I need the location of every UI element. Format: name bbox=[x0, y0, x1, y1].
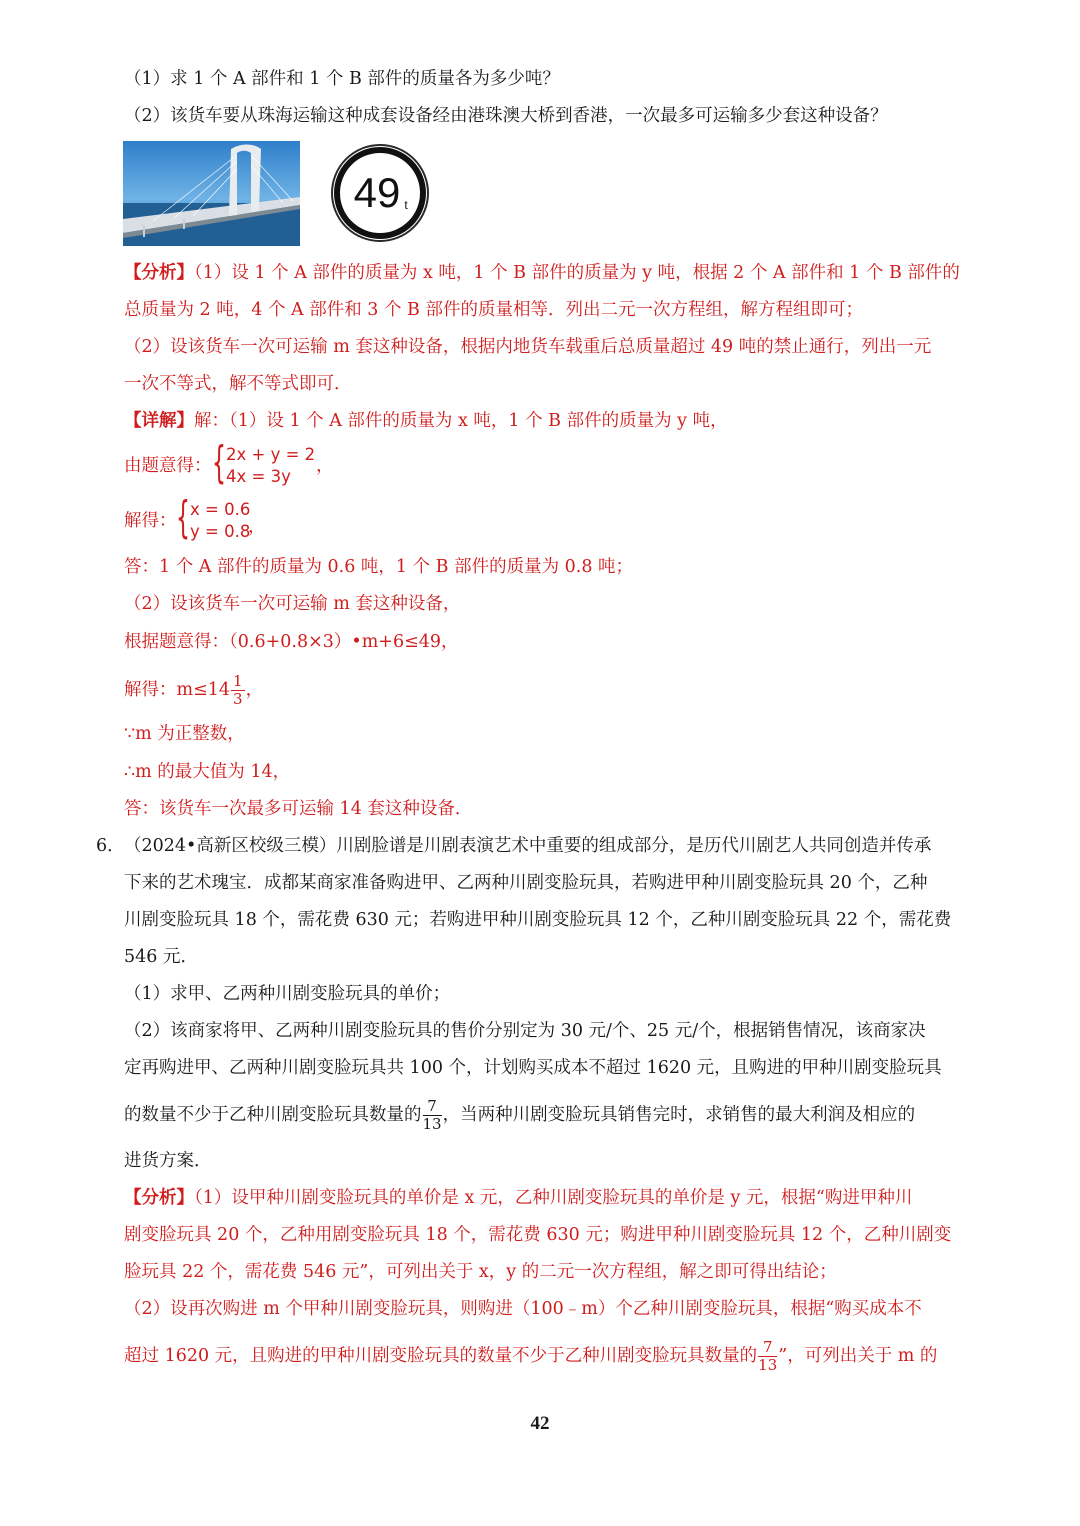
equation-system: 由题意得： { 2x + y = 2 4x = 3y ， bbox=[124, 437, 334, 488]
problem-6-line-5: （1）求甲、乙两种川剧变脸玩具的单价； bbox=[124, 984, 451, 1004]
detail-line-6: 根据题意得：（0.6+0.8×3）•m+6≤49， bbox=[124, 632, 459, 652]
detail-line-9: ∴m 的最大值为 14， bbox=[124, 762, 291, 782]
detail-line-8: ∵m 为正整数， bbox=[124, 724, 245, 744]
analysis-b-line-5: 超过 1620 元，且购进的甲种川剧变脸玩具的数量不少于乙种川剧变脸玩具数量的 $\frac{7}{13}$ ”，可列出关于 m 的 bbox=[124, 1338, 938, 1374]
question-part-1: （1）求 1 个 A 部件和 1 个 B 部件的质量各为多少吨？ bbox=[124, 69, 560, 89]
problem-6-line-4: 546 元． bbox=[124, 947, 198, 967]
problem-6-line-6: （2）该商家将甲、乙两种川剧变脸玩具的售价分别定为 30 元/个、25 元/个，根据销售情况，该商家决 bbox=[124, 1021, 926, 1041]
detail-line-1: 【详解】解：（1）设 1 个 A 部件的质量为 x 吨，1 个 B 部件的质量为 y 吨， bbox=[124, 411, 728, 431]
analysis-b-line-3: 脸玩具 22 个，需花费 546 元”，可列出关于 x，y 的二元一次方程组，解之即可得出结论； bbox=[124, 1262, 837, 1282]
analysis-b-line-2: 剧变脸玩具 20 个，乙种用剧变脸玩具 18 个，需花费 630 元；购进甲种川剧变脸玩具 12 个，乙种川剧变 bbox=[124, 1225, 952, 1245]
analysis-line-2: 总质量为 2 吨，4 个 A 部件和 3 个 B 部件的质量相等．列出二元一次方程组，解方程组即可； bbox=[124, 300, 863, 320]
detail-line-4: 答：1 个 A 部件的质量为 0.6 吨，1 个 B 部件的质量为 0.8 吨； bbox=[124, 557, 634, 577]
question-number: 6． bbox=[96, 836, 125, 856]
analysis-line-4: 一次不等式，解不等式即可． bbox=[124, 374, 352, 394]
analysis-line-1: 【分析】（1）设 1 个 A 部件的质量为 x 吨，1 个 B 部件的质量为 y 吨，根据 2 个 A 部件和 1 个 B 部件的 bbox=[124, 263, 960, 283]
problem-6-line-9: 进货方案． bbox=[124, 1151, 212, 1171]
analysis-b-line-4: （2）设再次购进 m 个甲种川剧变脸玩具，则购进（100﹣m）个乙种川剧变脸玩具，根据“购买成本不 bbox=[124, 1299, 922, 1319]
problem-6-line-3: 川剧变脸玩具 18 个，需花费 630 元；若购进甲种川剧变脸玩具 12 个，乙种川剧变脸玩具 22 个，需花费 bbox=[124, 910, 952, 930]
problem-6-line-2: 下来的艺术瑰宝．成都某商家准备购进甲、乙两种川剧变脸玩具，若购进甲种川剧变脸玩具 20 个，乙种 bbox=[124, 873, 928, 893]
detail-line-7: 解得：m≤14 $\frac{1}{3}$ ， bbox=[124, 672, 264, 708]
problem-6-line-8: 的数量不少于乙种川剧变脸玩具数量的 $\frac{7}{13}$ ，当两种川剧变脸玩具销售完时，求销售的最大利润及相应的 bbox=[124, 1097, 916, 1133]
question-part-2: （2）该货车要从珠海运输这种成套设备经由港珠澳大桥到香港，一次最多可运输多少套这种设备？ bbox=[124, 106, 888, 126]
solution-system: 解得： { x = 0.6 y = 0.8 ， bbox=[124, 492, 266, 543]
detail-line-10: 答：该货车一次最多可运输 14 套这种设备． bbox=[124, 799, 473, 819]
detail-line-5: （2）设该货车一次可运输 m 套这种设备， bbox=[124, 594, 461, 614]
analysis-b-line-1: 【分析】（1）设甲种川剧变脸玩具的单价是 x 元，乙种川剧变脸玩具的单价是 y 元，根据“购进甲种川 bbox=[124, 1188, 913, 1208]
problem-6-line-7: 定再购进甲、乙两种川剧变脸玩具共 100 个，计划购买成本不超过 1620 元，且购进的甲种川剧变脸玩具 bbox=[124, 1058, 942, 1078]
page-number: 42 bbox=[530, 1413, 550, 1434]
analysis-line-3: （2）设该货车一次可运输 m 套这种设备，根据内地货车载重后总质量超过 49 吨的禁止通行，列出一元 bbox=[124, 337, 932, 357]
problem-6-line-1: （2024•高新区校级三模）川剧脸谱是川剧表演艺术中重要的组成部分，是历代川剧艺人共同创造并传承 bbox=[124, 836, 932, 856]
svg-text:49: 49 bbox=[353, 169, 401, 216]
weight-limit-sign bbox=[330, 143, 430, 243]
svg-text:t: t bbox=[404, 198, 408, 212]
bridge-photo bbox=[123, 141, 300, 246]
